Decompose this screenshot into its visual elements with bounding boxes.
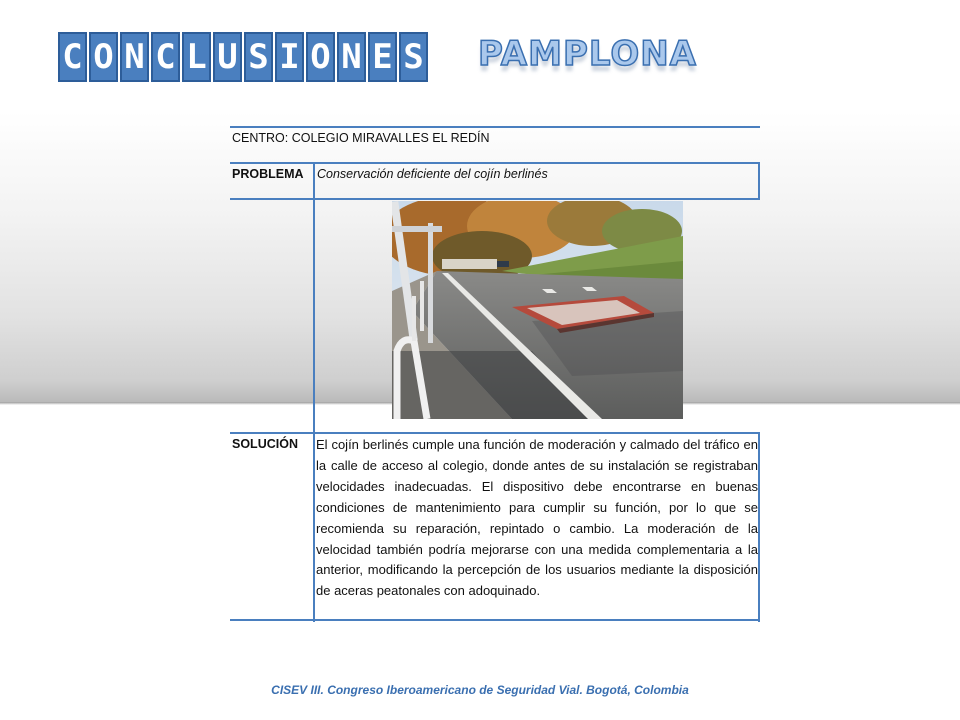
title-letter: U [213,32,242,82]
problema-bottom-rule [230,198,760,200]
title-letter: I [275,32,304,82]
title-letter: N [120,32,149,82]
title-letter: L [182,32,211,82]
centro-label: CENTRO: COLEGIO MIRAVALLES EL REDÍN [232,131,490,145]
city-title: PAMPLONA [478,34,697,74]
problema-text: Conservación deficiente del cojín berlinés [317,167,548,181]
title-letter: C [151,32,180,82]
title-letter: E [368,32,397,82]
column-divider [313,162,315,622]
speed-cushion-photo [392,201,683,419]
title-letter: O [306,32,335,82]
title-letter: S [244,32,273,82]
footer-text: CISEV III. Congreso Iberoamericano de Seguridad Vial. Bogotá, Colombia [271,683,689,697]
solucion-label: SOLUCIÓN [232,437,298,451]
table-bottom-rule [230,619,760,621]
problema-right-border [758,162,760,200]
problema-top-rule [230,162,760,164]
solucion-top-rule [230,432,760,434]
solucion-text: El cojín berlinés cumple una función de moderación y calmado del tráfico en la calle de acceso al colegio, donde antes de su instalación se registraban velocidades inadecuadas. El dispositivo debe encontrarse en buenas condiciones de mantenimiento para cumplir su función, por lo que se recomienda su reparación, repintado o cambio. La moderación de la velocidad también podría mejorarse con una medida complementaria a la anterior, modificando la percepción de los usuarios mediante la disposición de aceras peatonales con adoquinado. [316,437,758,599]
problema-label: PROBLEMA [232,167,304,181]
conclusiones-title [58,32,428,82]
title-letter: C [58,32,87,82]
title-letter: O [89,32,118,82]
table-top-rule [230,126,760,128]
title-letter: S [399,32,428,82]
solucion-right-border [758,432,760,622]
title-letter: N [337,32,366,82]
